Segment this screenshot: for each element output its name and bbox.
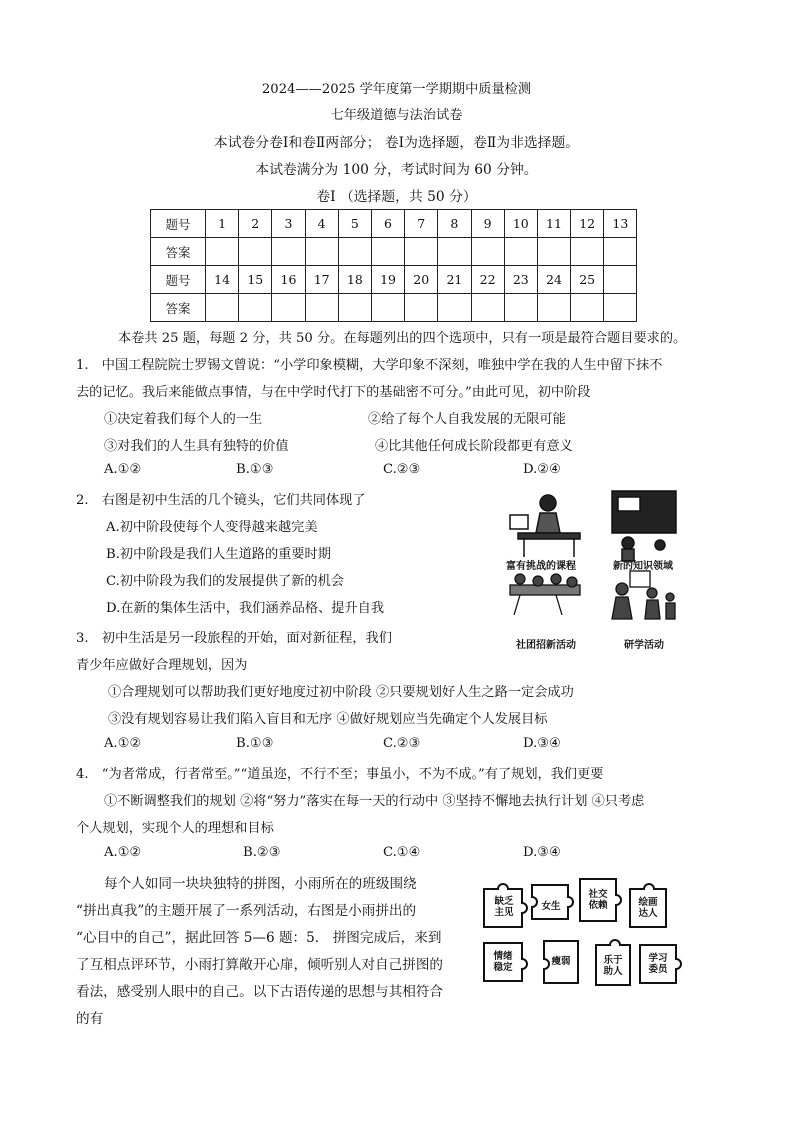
answer-table (150, 209, 637, 322)
option-d[interactable]: D.②④ (523, 462, 561, 477)
answer-cell[interactable] (272, 238, 305, 266)
q4-stem: 4. “为者常成，行者常至。”“道虽迩，不行不至；事虽小，不为不成。”有了规划，我们更要 (76, 767, 604, 782)
table-cell: 10 (504, 210, 537, 238)
q3-items-line1: ①合理规划可以帮助我们更好地度过初中阶段 ②只要规划好人生之路一定会成功 (108, 685, 574, 700)
table-label: 答案 (151, 238, 206, 266)
answer-cell[interactable] (537, 294, 570, 322)
passage-line: “拼出真我”的主题开展了一系列活动，右图是小雨拼出的 (76, 903, 417, 919)
table-cell: 15 (239, 266, 272, 294)
q1-item: ②给了每个人自我发展的无限可能 (368, 412, 566, 427)
table-cell: 17 (305, 266, 338, 294)
table-cell: 22 (471, 266, 504, 294)
table-label: 题号 (151, 266, 206, 294)
answer-cell[interactable] (239, 238, 272, 266)
q2-stem: 2. 右图是初中生活的几个镜头，它们共同体现了 (76, 493, 366, 508)
passage-line: 的有 (76, 1011, 104, 1027)
table-cell (604, 266, 637, 294)
exam-title: 2024——2025 学年度第一学期期中质量检测 (261, 82, 532, 97)
caption-challenging-course: 富有挑战的课程 (506, 561, 576, 572)
caption-new-knowledge: 新的知识领域 (613, 561, 673, 572)
q3-stem-cont: 青少年应做好合理规划，因为 (76, 658, 248, 673)
option-a[interactable]: A.①② (104, 845, 142, 860)
table-cell: 5 (338, 210, 371, 238)
q2-option-d[interactable]: D.在新的集体生活中，我们涵养品格、提升自我 (106, 601, 385, 616)
answer-cell[interactable] (405, 238, 438, 266)
table-row (151, 238, 637, 266)
answer-cell[interactable] (305, 238, 338, 266)
option-b[interactable]: B.②③ (243, 845, 281, 860)
answer-cell[interactable] (571, 294, 604, 322)
answer-cell[interactable] (504, 238, 537, 266)
table-cell: 18 (338, 266, 371, 294)
junior-life-images (500, 485, 700, 655)
table-cell: 25 (571, 266, 604, 294)
puzzle-piece-label: 缺乏 主见 (494, 896, 514, 918)
puzzle-piece-label: 乐于 助人 (603, 955, 623, 977)
option-c[interactable]: C.②③ (383, 736, 421, 751)
answer-cell[interactable] (405, 294, 438, 322)
table-label: 题号 (151, 210, 206, 238)
answer-cell[interactable] (604, 238, 637, 266)
table-cell: 6 (371, 210, 404, 238)
table-row (151, 266, 637, 294)
answer-cell[interactable] (604, 294, 637, 322)
puzzle-piece-label: 情绪 稳定 (493, 951, 513, 973)
exam-info-line1: 本试卷分卷Ⅰ和卷Ⅱ两部分； 卷Ⅰ为选择题，卷Ⅱ为非选择题。 (213, 135, 580, 151)
option-c[interactable]: C.①④ (383, 845, 421, 860)
answer-cell[interactable] (272, 294, 305, 322)
instructions: 本卷共 25 题，每题 2 分，共 50 分。在每题列出的四个选项中，只有一项是最符合题目要求的。 (118, 331, 687, 346)
exam-info-line2: 本试卷满分为 100 分，考试时间为 60 分钟。 (255, 162, 538, 178)
option-b[interactable]: B.①③ (236, 736, 274, 751)
table-cell: 1 (206, 210, 239, 238)
q1-item: ③对我们的人生具有独特的价值 (104, 439, 289, 454)
table-cell: 20 (405, 266, 438, 294)
table-cell: 19 (371, 266, 404, 294)
answer-cell[interactable] (206, 238, 239, 266)
table-label: 答案 (151, 294, 206, 322)
answer-cell[interactable] (239, 294, 272, 322)
answer-cell[interactable] (537, 238, 570, 266)
table-cell: 9 (471, 210, 504, 238)
table-cell: 16 (272, 266, 305, 294)
table-cell: 13 (604, 210, 637, 238)
q2-option-b[interactable]: B.初中阶段是我们人生道路的重要时期 (106, 547, 331, 562)
answer-cell[interactable] (305, 294, 338, 322)
puzzle-piece-label: 瘦弱 (551, 956, 571, 967)
table-cell: 2 (239, 210, 272, 238)
table-cell: 11 (537, 210, 570, 238)
passage-line: “心目中的自己”，据此回答 5—6 题：5. 拼图完成后，来到 (76, 930, 442, 946)
table-cell: 4 (305, 210, 338, 238)
answer-cell[interactable] (338, 238, 371, 266)
exam-subtitle: 七年级道德与法治试卷 (330, 108, 463, 123)
option-b[interactable]: B.①③ (236, 462, 274, 477)
answer-cell[interactable] (471, 238, 504, 266)
option-a[interactable]: A.①② (104, 736, 142, 751)
table-cell: 23 (504, 266, 537, 294)
table-cell: 24 (537, 266, 570, 294)
table-cell: 14 (206, 266, 239, 294)
table-cell: 7 (405, 210, 438, 238)
q1-stem-cont: 去的记忆。我后来能做点事情，与在中学时代打下的基础密不可分。”由此可见，初中阶段 (76, 385, 591, 400)
table-cell: 8 (438, 210, 471, 238)
q4-items-line1: ①不断调整我们的规划 ②将“努力”落实在每一天的行动中 ③坚持不懈地去执行计划 ④只考虑 (104, 794, 645, 809)
q1-item: ①决定着我们每个人的一生 (104, 412, 263, 427)
passage-line: 了互相点评环节，小雨打算敞开心扉，倾听别人对自己拼图的 (76, 957, 444, 973)
table-cell: 21 (438, 266, 471, 294)
puzzle-piece-label: 绘画 达人 (638, 897, 658, 919)
answer-cell[interactable] (504, 294, 537, 322)
answer-cell[interactable] (438, 238, 471, 266)
answer-cell[interactable] (338, 294, 371, 322)
puzzle-self-image (480, 875, 690, 995)
table-cell: 3 (272, 210, 305, 238)
answer-cell[interactable] (471, 294, 504, 322)
q1-stem: 1. 中国工程院院士罗锡文曾说：“小学印象模糊，大学印象不深刻，唯独中学在我的人生中留下抹不 (76, 358, 663, 373)
q2-option-c[interactable]: C.初中阶段为我们的发展提供了新的机会 (106, 574, 344, 589)
q3-stem: 3. 初中生活是另一段旅程的开始，面对新征程，我们 (76, 631, 392, 646)
q2-option-a[interactable]: A.初中阶段使每个人变得越来越完美 (106, 520, 318, 535)
puzzle-piece-label: 女生 (541, 901, 561, 912)
q1-item: ④比其他任何成长阶段都更有意义 (375, 439, 573, 454)
option-a[interactable]: A.①② (104, 462, 142, 477)
puzzle-piece-label: 社交 依赖 (588, 889, 608, 911)
passage-line: 每个人如同一块块独特的拼图，小雨所在的班级围绕 (104, 876, 417, 892)
table-row (151, 294, 637, 322)
answer-cell[interactable] (438, 294, 471, 322)
passage-line: 看法，感受别人眼中的自己。以下古语传递的思想与其相符合 (76, 984, 444, 1000)
caption-club-recruitment: 社团招新活动 (516, 640, 576, 651)
q4-items-line2: 个人规划，实现个人的理想和目标 (76, 821, 274, 836)
caption-study-trip: 研学活动 (624, 640, 664, 651)
option-d[interactable]: D.③④ (523, 845, 561, 860)
option-c[interactable]: C.②③ (383, 462, 421, 477)
table-cell: 12 (571, 210, 604, 238)
answer-cell[interactable] (371, 294, 404, 322)
puzzle-piece-label: 学习 委员 (648, 953, 668, 975)
q3-items-line2: ③没有规划容易让我们陷入盲目和无序 ④做好规划应当先确定个人发展目标 (108, 712, 548, 727)
table-row (151, 210, 637, 238)
answer-cell[interactable] (206, 294, 239, 322)
answer-cell[interactable] (371, 238, 404, 266)
section-heading: 卷Ⅰ （选择题，共 50 分） (316, 189, 477, 205)
option-d[interactable]: D.③④ (523, 736, 561, 751)
answer-cell[interactable] (571, 238, 604, 266)
